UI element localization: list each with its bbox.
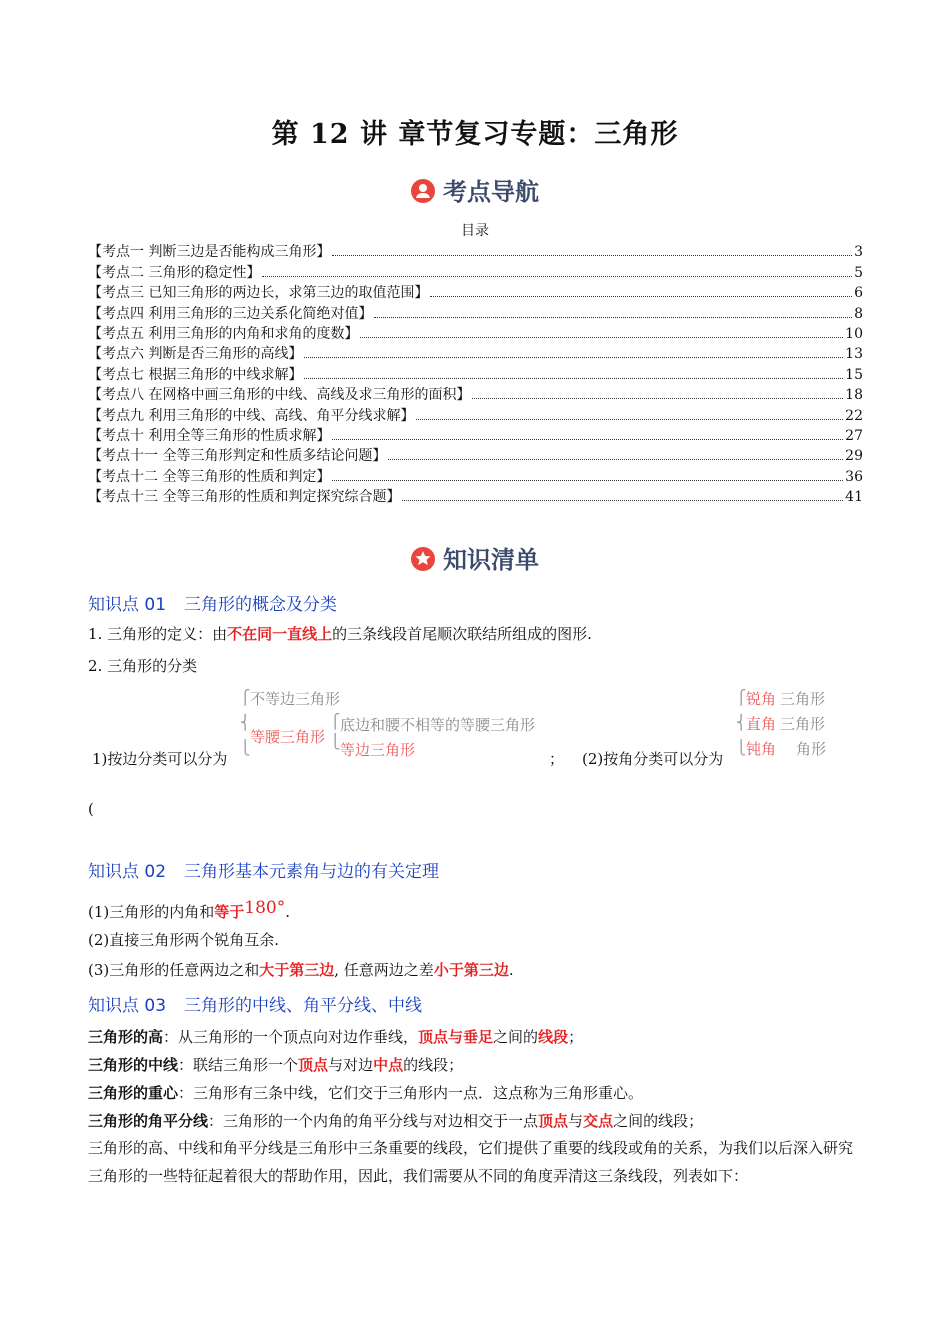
toc-leader-dots (472, 398, 843, 399)
toc-entry-label: 【考点二 三角形的稳定性】 (88, 264, 261, 281)
toc-entry-label: 【考点十二 全等三角形的性质和判定】 (88, 468, 331, 485)
toc-entry-label: 【考点一 判断三边是否能构成三角形】 (88, 244, 331, 261)
toc-entry-page: 3 (854, 244, 863, 261)
toc-leader-dots (402, 500, 843, 501)
toc-entry[interactable] (88, 281, 863, 301)
bisector-definition: 三角形的角平分线：三角形的一个内角的角平分线与对边相交于一点顶点与交点之间的线段； (88, 1112, 704, 1130)
knowledge-point-2: 知识点 02 三角形基本元素角与边的有关定理 (88, 862, 440, 882)
toc-leader-dots (388, 459, 843, 460)
star-icon (411, 547, 435, 571)
toc-entry[interactable] (88, 485, 863, 505)
brace-angle: ⎧ ⎨ ⎩ (736, 690, 747, 756)
toc-leader-dots (374, 317, 852, 318)
theorem-1: (1)三角形的内角和等于180°. (88, 898, 290, 921)
toc-entry-page: 6 (854, 285, 863, 302)
toc-entry-page: 41 (845, 489, 863, 506)
knowledge-heading: 知识清单 (0, 540, 950, 575)
toc-entry-label: 【考点四 利用三角形的三边关系化简绝对值】 (88, 305, 373, 322)
brace-left: ⎧ ⎨ ⎩ (240, 690, 251, 756)
iso-non-eq-label: 底边和腰不相等的等腰三角形 (340, 716, 536, 734)
toc-entry-label: 【考点七 根据三角形的中线求解】 (88, 366, 303, 383)
brace-inner: ⎧ ⎩ (330, 714, 341, 750)
summary-paragraph: 三角形的高、中线和角平分线是三角形中三条重要的线段，它们提供了重要的线段或角的关系，为我们以后深入研究三角形的一些特征起着很大的帮助作用，因此，我们需要从不同的角度弄清这三条线段，列表如下： (88, 1139, 854, 1185)
median-definition: 三角形的中线：联结三角形一个顶点与对边中点的线段； (88, 1056, 464, 1074)
scalene-label: 不等边三角形 (250, 690, 341, 708)
toc-entry-label: 【考点九 利用三角形的中线、高线、角平分线求解】 (88, 407, 415, 424)
toc-entry-label: 【考点十三 全等三角形的性质和判定探究综合题】 (88, 489, 401, 506)
centroid-definition: 三角形的重心：三角形有三条中线，它们交于三角形内一点．这点称为三角形重心。 (88, 1084, 644, 1102)
toc-entry-page: 13 (845, 346, 863, 363)
toc-leader-dots (332, 439, 843, 440)
acute-b: 三角形 (780, 690, 826, 708)
toc-entry[interactable] (88, 240, 863, 260)
toc-leader-dots (304, 378, 843, 379)
side-classify-prefix: 1)按边分类可以分为 (92, 750, 228, 768)
toc-leader-dots (332, 480, 843, 481)
theorem-2: (2)直接三角形两个锐角互余. (88, 931, 280, 949)
stray-paren: ( (88, 800, 94, 818)
classification-title: 2. 三角形的分类 (88, 657, 198, 675)
toc-entry-page: 27 (845, 427, 863, 444)
right-a: 直角 (746, 715, 777, 733)
toc-entry-label: 【考点五 利用三角形的内角和求角的度数】 (88, 325, 359, 342)
right-b: 三角形 (780, 715, 826, 733)
separator: ； (549, 750, 565, 768)
toc-entry-page: 18 (845, 387, 863, 404)
obtuse-a: 钝角 (746, 740, 777, 758)
toc-entry-label: 【考点三 已知三角形的两边长，求第三边的取值范围】 (88, 285, 429, 302)
obtuse-b: 角形 (796, 740, 827, 758)
toc-entry-page: 10 (845, 325, 863, 342)
toc-leader-dots (360, 337, 843, 338)
toc-entry[interactable] (88, 403, 863, 423)
toc-entry[interactable] (88, 383, 863, 403)
toc-entry-page: 8 (854, 305, 863, 322)
page-title: 第 12 讲 章节复习专题：三角形 (271, 119, 679, 150)
user-icon (411, 179, 435, 203)
theorem-3: (3)三角形的任意两边之和大于第三边, 任意两边之差小于第三边. (88, 961, 514, 979)
toc-leader-dots (262, 276, 852, 277)
nav-heading: 考点导航 (0, 172, 950, 207)
toc-entry-label: 【考点十一 全等三角形判定和性质多结论问题】 (88, 448, 387, 465)
toc-leader-dots (332, 255, 852, 256)
toc-entry[interactable] (88, 362, 863, 382)
acute-a: 锐角 (746, 690, 777, 708)
toc-entry[interactable] (88, 260, 863, 280)
toc-entry-page: 22 (845, 407, 863, 424)
equilateral-label: 等边三角形 (340, 741, 416, 759)
toc-leader-dots (430, 296, 852, 297)
isosceles-label: 等腰三角形 (250, 728, 326, 746)
knowledge-point-1: 知识点 01 三角形的概念及分类 (88, 595, 338, 615)
knowledge-point-3: 知识点 03 三角形的中线、角平分线、中线 (88, 996, 423, 1016)
toc-entry[interactable] (88, 342, 863, 362)
toc-entry-page: 29 (845, 448, 863, 465)
toc-leader-dots (416, 419, 843, 420)
toc-entry[interactable] (88, 301, 863, 321)
table-of-contents (88, 240, 863, 505)
triangle-definition: 1. 三角形的定义：由不在同一直线上的三条线段首尾顺次联结所组成的图形. (88, 625, 592, 643)
toc-title: 目录 (461, 223, 489, 239)
toc-entry-label: 【考点八 在网格中画三角形的中线、高线及求三角形的面积】 (88, 387, 471, 404)
toc-entry[interactable] (88, 464, 863, 484)
toc-entry-label: 【考点十 利用全等三角形的性质求解】 (88, 427, 331, 444)
toc-entry[interactable] (88, 444, 863, 464)
toc-entry[interactable] (88, 322, 863, 342)
height-definition: 三角形的高：从三角形的一个顶点向对边作垂线，顶点与垂足之间的线段； (88, 1028, 584, 1046)
angle-classify-prefix: (2)按角分类可以分为 (582, 750, 724, 768)
toc-leader-dots (304, 357, 843, 358)
toc-entry-page: 36 (845, 468, 863, 485)
toc-entry[interactable] (88, 424, 863, 444)
toc-entry-label: 【考点六 判断是否三角形的高线】 (88, 346, 303, 363)
toc-entry-page: 5 (854, 264, 863, 281)
toc-entry-page: 15 (845, 366, 863, 383)
